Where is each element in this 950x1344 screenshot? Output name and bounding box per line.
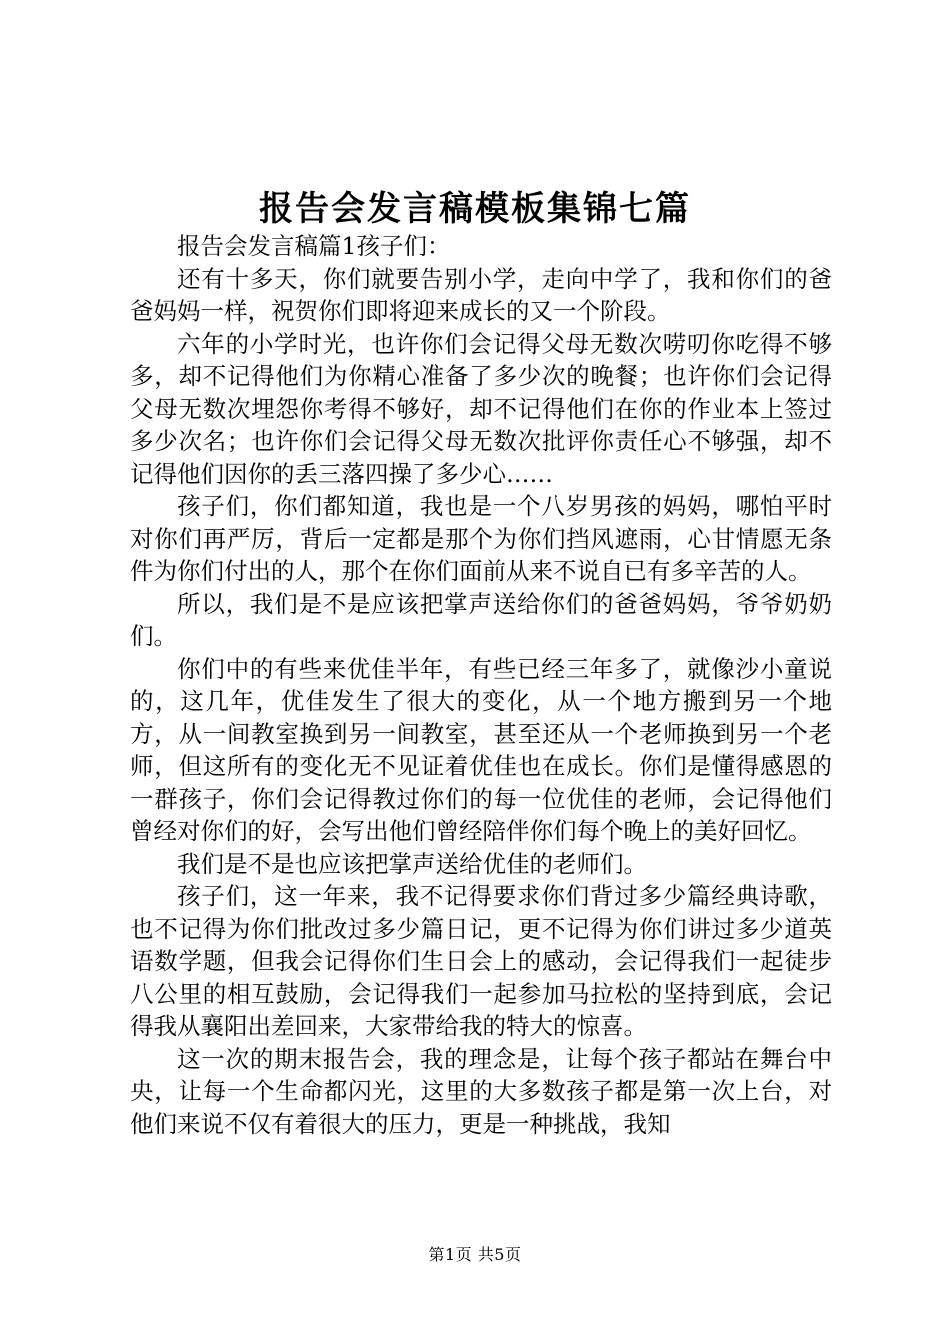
paragraph: 还有十多天，你们就要告别小学，走向中学了，我和你们的爸爸妈妈一样，祝贺你们即将迎来成长的又一个阶段。 [130,264,832,325]
paragraph: 这一次的期末报告会，我的理念是，让每个孩子都站在舞台中央，让每一个生命都闪光，这里的大多数孩子都是第一次上台，对他们来说不仅有着很大的压力，更是一种挑战，我知 [130,1044,832,1138]
paragraph: 报告会发言稿篇1孩子们： [177,232,451,260]
paragraph: 六年的小学时光，也许你们会记得父母无数次唠叨你吃得不够多，却不记得他们为你精心准备了多少次的晚餐；也许你们会记得父母无数次埋怨你考得不够好，却不记得他们在你的作业本上签过多少次名；也许你们会记得父母无数次批评你责任心不够强，却不记得他们因你的丢三落四操了多少心…… [130,329,832,488]
page-footer: 第1页 共5页 [428,1245,522,1264]
document-body [130,230,832,1140]
document-title: 报告会发言稿模板集锦七篇 [259,189,691,229]
paragraph: 孩子们，你们都知道，我也是一个八岁男孩的妈妈，哪怕平时对你们再严厉，背后一定都是那个为你们挡风遮雨，心甘情愿无条件为你们付出的人，那个在你们面前从来不说自已有多辛苦的人。 [130,492,832,585]
paragraph: 我们是不是也应该把掌声送给优佳的老师们。 [177,849,647,878]
paragraph: 所以，我们是不是应该把掌声送给你们的爸爸妈妈，爷爷奶奶们。 [130,589,832,650]
paragraph: 孩子们，这一年来，我不记得要求你们背过多少篇经典诗歌，也不记得为你们批改过多少篇日记，更不记得为你们讲过多少道英语数学题，但我会记得你们生日会上的感动，会记得我们一起徒步八公里的相互鼓励，会记得我们一起参加马拉松的坚持到底，会记得我从襄阳出差回来，大家带给我的特大的惊喜。 [130,882,832,1040]
paragraph: 你们中的有些来优佳半年，有些已经三年多了，就像沙小童说的，这几年，优佳发生了很大的变化，从一个地方搬到另一个地方，从一间教室换到另一间教室，甚至还从一个老师换到另一个老师，但这所有的变化无不见证着优佳也在成长。你们是懂得感恩的一群孩子，你们会记得教过你们的每一位优佳的老师，会记得他们曾经对你们的好，会写出他们曾经陪伴你们每个晚上的美好回忆。 [130,654,832,845]
